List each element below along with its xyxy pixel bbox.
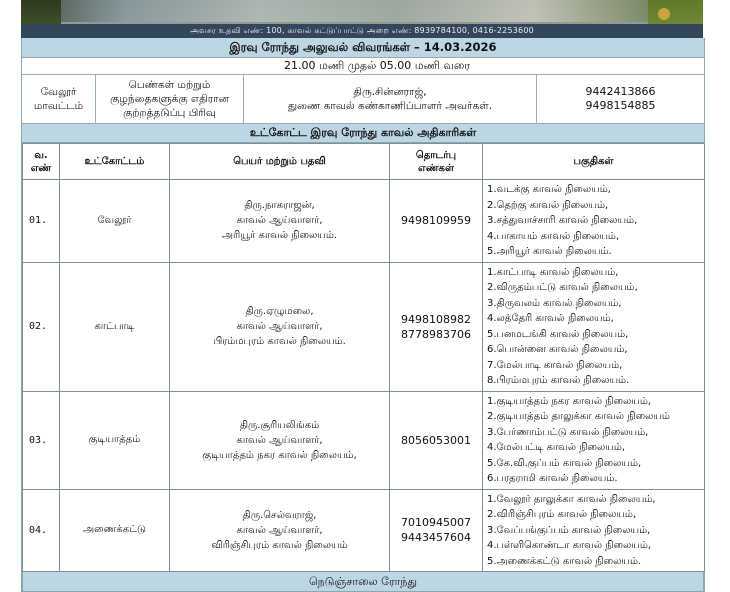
- report-frame: [21, 38, 705, 592]
- officer-name: திரு.சூரியலிங்கம்: [239, 419, 320, 431]
- contact-cell: [390, 391, 483, 489]
- serial-cell: 03.: [23, 391, 60, 489]
- area-item: 4.பள்ளிகொண்டா காவல் நிலையம்,: [487, 540, 652, 551]
- area-item: 3.திருவலம் காவல் நிலையம்,: [487, 297, 622, 309]
- officer-name: திரு.ஏழுமலை,: [245, 306, 314, 317]
- subdivision-cell: வேலூர்: [60, 180, 170, 263]
- officer-station: விரிஞ்சிபுரம் காவல் நிலையம்: [211, 539, 348, 551]
- area-item: 2.விருதம்பட்டு காவல் நிலையம்,: [487, 282, 638, 293]
- area-item: 4.மேல்பட்டி காவல் நிலையம்,: [487, 442, 626, 453]
- area-item: 1.வடக்கு காவல் நிலையம்,: [487, 184, 611, 195]
- area-item: 4.லத்தேரி காவல் நிலையம்,: [487, 313, 614, 324]
- phone-number: 7010945007: [401, 516, 471, 530]
- district-label-suffix: மாவட்டம்: [33, 100, 84, 112]
- patrol-officers-table: [22, 143, 705, 572]
- contact-header-line: தொடர்பு: [415, 149, 457, 161]
- area-item: 5.பனமடங்கி காவல் நிலையம்,: [487, 328, 629, 340]
- officer-phone-cell: [537, 75, 704, 123]
- subdivision-cell: காட்பாடி: [60, 262, 170, 391]
- table-row: [23, 489, 705, 572]
- serial-header: [23, 144, 60, 180]
- serial-header-line: எண்: [30, 162, 52, 174]
- area-item: 3.சத்துவாச்சாரி காவல் நிலையம்,: [487, 215, 638, 226]
- officer-rank: காவல் ஆய்வாளர்,: [236, 215, 323, 227]
- time-range: 21.00 மணி முதல் 05.00 மணி வரை: [22, 58, 704, 75]
- phone-number: 9443457604: [401, 531, 471, 545]
- report-title: இரவு ரோந்து அலுவல் விவரங்கள் – 14.03.2026: [22, 38, 704, 58]
- area-item: 8.பிரம்மபுரம் காவல் நிலையம்.: [487, 375, 630, 386]
- area-item: 2.குடியாத்தம் தாலுக்கா காவல் நிலையம்: [487, 411, 670, 422]
- section-title: உட்கோட்ட இரவு ரோந்து காவல் அதிகாரிகள்: [22, 124, 704, 143]
- district-cell: [22, 75, 96, 123]
- unit-line: பெண்கள் மற்றும்: [128, 79, 211, 91]
- phone-number: 9498108982: [401, 312, 471, 326]
- serial-cell: 04.: [23, 489, 60, 572]
- officer-station: பிரம்மபுரம் காவல் நிலையம்.: [213, 336, 346, 347]
- subdivision-cell: குடியாத்தம்: [60, 391, 170, 489]
- area-item: 2.விரிஞ்சிபுரம் காவல் நிலையம்,: [487, 509, 637, 520]
- contact-header-line: எண்கள்: [418, 162, 454, 174]
- unit-cell: [96, 75, 244, 123]
- officer-name: திரு.சின்னராஜ்,: [353, 86, 427, 98]
- lake-fort-photo: [21, 0, 703, 22]
- officer-cell: [244, 75, 537, 123]
- officer-cell: [170, 262, 390, 391]
- contact-cell: [390, 180, 483, 263]
- area-item: 5.கே.வி.குப்பம் காவல் நிலையம்,: [487, 457, 642, 469]
- highway-patrol-section-title: நெடுஞ்சாலை ரோந்து: [22, 572, 704, 592]
- officer-station: குடியாத்தம் நகர காவல் நிலையம்,: [202, 449, 357, 461]
- officer-cell: [170, 489, 390, 572]
- officer-rank: காவல் ஆய்வாளர்,: [236, 321, 323, 332]
- area-item: 5.அணைக்கட்டு காவல் நிலையம்.: [487, 555, 642, 567]
- table-header-row: [23, 144, 705, 180]
- subdivision-header: உட்கோட்டம்: [60, 144, 170, 180]
- officer-name: திரு.நாகராஜன்,: [244, 200, 315, 212]
- officer-cell: [170, 391, 390, 489]
- officer-cell: [170, 180, 390, 263]
- area-item: 2.தெற்கு காவல் நிலையம்,: [487, 199, 609, 211]
- areas-header: பகுதிகள்: [483, 144, 705, 180]
- helpline-text: அவசர உதவி எண்: 100, காவல் கட்டுப்பாட்டு அறை எண்: 8939784100, 0416-2253600: [21, 24, 703, 38]
- phone-number: 8056053001: [401, 433, 471, 447]
- phone-number: 9498154885: [585, 99, 656, 112]
- area-item: 6.பொன்னை காவல் நிலையம்,: [487, 344, 628, 355]
- area-item: 4.பாகாயம் காவல் நிலையம்,: [487, 230, 620, 242]
- officer-name: திரு.செல்வராஜ்,: [242, 509, 317, 521]
- serial-cell: 02.: [23, 262, 60, 391]
- table-row: [23, 391, 705, 489]
- area-item: 6.பரதராமி காவல் நிலையம்.: [487, 473, 618, 484]
- contact-cell: [390, 489, 483, 572]
- contact-cell: [390, 262, 483, 391]
- area-item: 1.குடியாத்தம் நகர காவல் நிலையம்,: [487, 395, 652, 407]
- officer-station: அரியூர் காவல் நிலையம்.: [221, 230, 338, 242]
- header-banner-image: [21, 0, 703, 38]
- area-item: 3.வேப்பங்குப்பம் காவல் நிலையம்,: [487, 524, 651, 536]
- table-row: [23, 180, 705, 263]
- areas-cell: [483, 262, 705, 391]
- area-item: 7.மேல்பாடி காவல் நிலையம்,: [487, 359, 623, 371]
- officer-rank: துணை காவல் கண்காணிப்பாளர் அவர்கள்.: [287, 100, 493, 112]
- area-item: 1.காட்பாடி காவல் நிலையம்,: [487, 266, 619, 278]
- serial-cell: 01.: [23, 180, 60, 263]
- areas-cell: [483, 391, 705, 489]
- subdivision-cell: அணைக்கட்டு: [60, 489, 170, 572]
- table-row: [23, 262, 705, 391]
- phone-number: 8778983706: [401, 327, 471, 341]
- area-item: 3.பேர்ணாம்பட்டு காவல் நிலையம்,: [487, 426, 649, 438]
- phone-number: 9442413866: [585, 85, 656, 98]
- phone-number: 9498109959: [401, 214, 471, 228]
- areas-cell: [483, 180, 705, 263]
- area-item: 5.அரியூர் காவல் நிலையம்.: [487, 246, 612, 257]
- area-item: 1.வேலூர் தாலுக்கா காவல் நிலையம்,: [487, 493, 656, 505]
- serial-header-line: வ.: [34, 149, 48, 161]
- officer-rank: காவல் ஆய்வாளர்,: [236, 524, 323, 536]
- officer-rank: காவல் ஆய்வாளர்,: [236, 434, 323, 446]
- contact-header: [390, 144, 483, 180]
- district-label: வேலூர்: [40, 86, 77, 98]
- areas-cell: [483, 489, 705, 572]
- unit-line: குழந்தைகளுக்கு எதிரான: [110, 93, 229, 105]
- unit-line: குற்றத்தடுப்பு பிரிவு: [123, 107, 216, 119]
- district-info-row: [22, 75, 704, 124]
- name-rank-header: பெயர் மற்றும் பதவி: [170, 144, 390, 180]
